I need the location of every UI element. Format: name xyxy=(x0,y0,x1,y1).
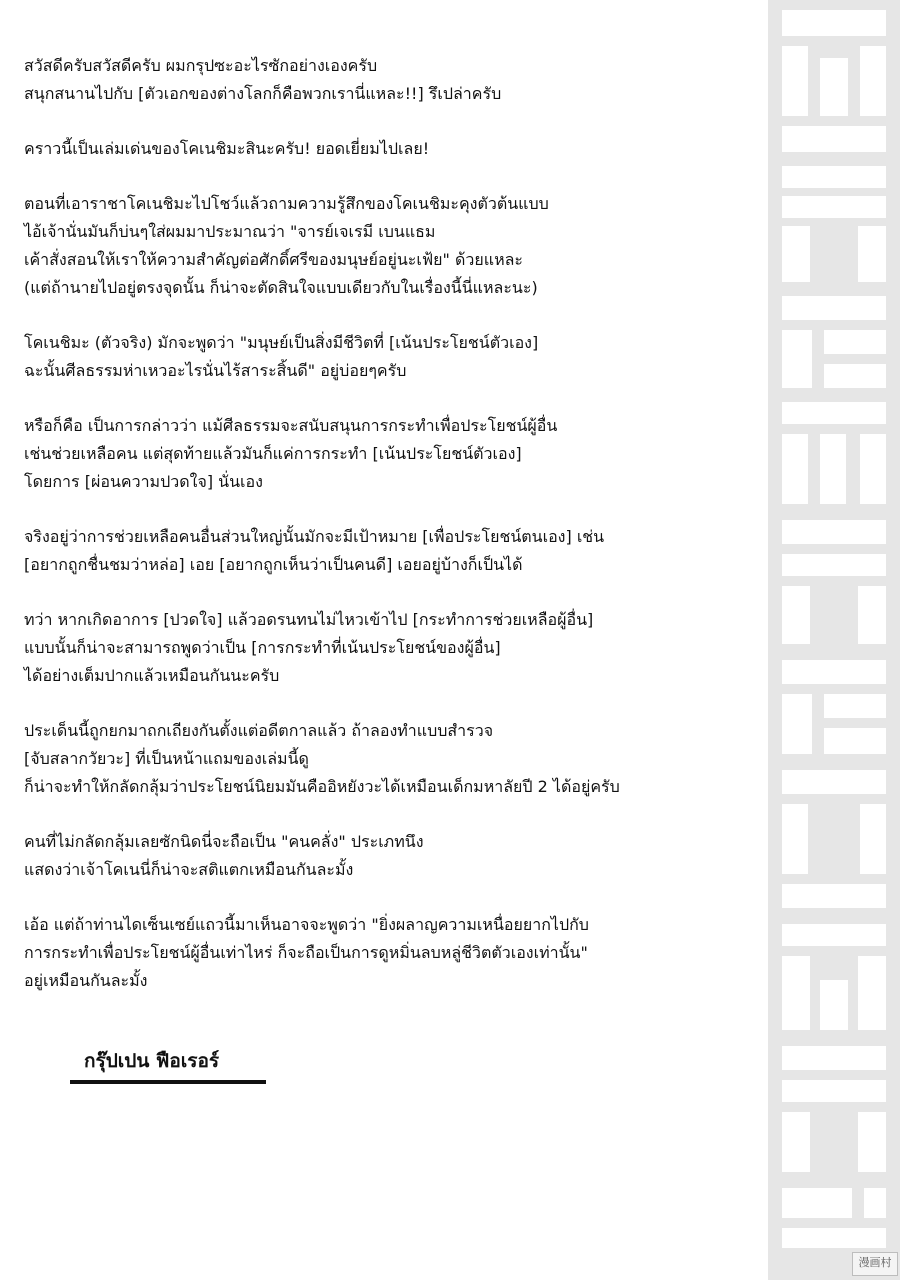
author-name: กรุ๊ปเปน ฟือเรอร์ xyxy=(84,1050,220,1072)
text-line: เช่นช่วยเหลือคน แต่สุดท้ายแล้วมันก็แค่การกระทำ [เน้นประโยชน์ตัวเอง] xyxy=(24,444,522,463)
text-line: ทว่า หากเกิดอาการ [ปวดใจ] แล้วอดรนทนไม่ไหวเข้าไป [กระทำการช่วยเหลือผู้อื่น] xyxy=(24,610,594,629)
signature-underline xyxy=(70,1080,266,1084)
text-line: [อยากถูกชื่นชมว่าหล่อ] เอย [อยากถูกเห็นว่าเป็นคนดี] เอยอยู่บ้างก็เป็นได้ xyxy=(24,555,523,574)
text-line: สนุกสนานไปกับ [ตัวเอกของต่างโลกก็คือพวกเรานี่แหละ!!] รึเปล่าครับ xyxy=(24,84,502,103)
paragraph xyxy=(24,135,754,163)
text-line: โคเนชิมะ (ตัวจริง) มักจะพูดว่า "มนุษย์เป็นสิ่งมีชีวิตที่ [เน้นประโยชน์ตัวเอง] xyxy=(24,333,539,352)
paragraph xyxy=(24,190,754,302)
paragraph xyxy=(24,911,754,995)
text-line: เอ้อ แต่ถ้าท่านไดเซ็นเซย์แถวนี้มาเห็นอาจจะพูดว่า "ยิ่งผลาญความเหนื่อยยากไปกับ xyxy=(24,915,589,934)
paragraph xyxy=(24,329,754,385)
text-line: [จับสลากวัยวะ] ที่เป็นหน้าแถมของเล่มนี้ดู xyxy=(24,749,309,768)
text-line: คราวนี้เป็นเล่มเด่นของโคเนชิมะสินะครับ! ยอดเยี่ยมไปเลย! xyxy=(24,139,430,158)
text-line: ประเด็นนี้ถูกยกมาถกเถียงกันตั้งแต่อดีตกาลแล้ว ถ้าลองทำแบบสำรวจ xyxy=(24,721,494,740)
text-line: การกระทำเพื่อประโยชน์ผู้อื่นเท่าไหร่ ก็จะถือเป็นการดูหมิ่นลบหลู่ชีวิตตัวเองเท่านั้น" xyxy=(24,943,588,962)
banner-block-letters xyxy=(768,0,900,1280)
author-signature xyxy=(70,1046,270,1084)
text-line: จริงอยู่ว่าการช่วยเหลือคนอื่นส่วนใหญ่นั้นมักจะมีเป้าหมาย [เพื่อประโยชน์ตนเอง] เช่น xyxy=(24,527,605,546)
text-line: สวัสดีครับสวัสดีครับ ผมกรุปซะอะไรซักอย่างเองครับ xyxy=(24,56,378,75)
paragraph xyxy=(24,717,754,801)
paragraph xyxy=(24,52,754,108)
text-line: อยู่เหมือนกันละมั้ง xyxy=(24,971,148,990)
text-line: คนที่ไม่กลัดกลุ้มเลยซักนิดนี่จะถือเป็น "คนคลั่ง" ประเภทนึง xyxy=(24,832,424,851)
paragraph xyxy=(24,828,754,884)
watermark-stamp: 漫画村 xyxy=(852,1252,898,1276)
paragraph xyxy=(24,523,754,579)
paragraph xyxy=(24,412,754,496)
text-line: เค้าสั่งสอนให้เราให้ความสำคัญต่อศักดิ์ศรีของมนุษย์อยู่นะเฟ้ย" ด้วยแหละ xyxy=(24,250,524,269)
text-line: หรือก็คือ เป็นการกล่าวว่า แม้ศีลธรรมจะสนับสนุนการกระทำเพื่อประโยชน์ผู้อื่น xyxy=(24,416,558,435)
afterword-body xyxy=(24,52,754,1022)
text-line: ก็น่าจะทำให้กลัดกลุ้มว่าประโยชน์นิยมมันคืออิหยังวะได้เหมือนเด็กมหาลัยปี 2 ได้อยู่ครับ xyxy=(24,777,620,796)
text-line: ตอนที่เอาราชาโคเนชิมะไปโชว์แล้วถามความรู้สึกของโคเนชิมะคุงตัวต้นแบบ xyxy=(24,194,549,213)
paragraph xyxy=(24,606,754,690)
text-line: ได้อย่างเต็มปากแล้วเหมือนกันนะครับ xyxy=(24,666,280,685)
text-line: แสดงว่าเจ้าโคเนนี่ก็น่าจะสติแตกเหมือนกันละมั้ง xyxy=(24,860,354,879)
text-line: (แต่ถ้านายไปอยู่ตรงจุดนั้น ก็น่าจะตัดสินใจแบบเดียวกับในเรื่องนี้นี่แหละนะ) xyxy=(24,278,538,297)
side-title-banner xyxy=(768,0,900,1280)
text-line: ฉะนั้นศีลธรรมห่าเหวอะไรนั่นไร้สาระสิ้นดี" อยู่บ่อยๆครับ xyxy=(24,361,407,380)
text-line: ไอ้เจ้านั่นมันก็บ่นๆใส่ผมมาประมาณว่า "จารย์เจเรมี เบนแธม xyxy=(24,222,436,241)
text-line: โดยการ [ผ่อนความปวดใจ] นั่นเอง xyxy=(24,472,263,491)
text-line: แบบนั้นก็น่าจะสามารถพูดว่าเป็น [การกระทำที่เน้นประโยชน์ของผู้อื่น] xyxy=(24,638,501,657)
